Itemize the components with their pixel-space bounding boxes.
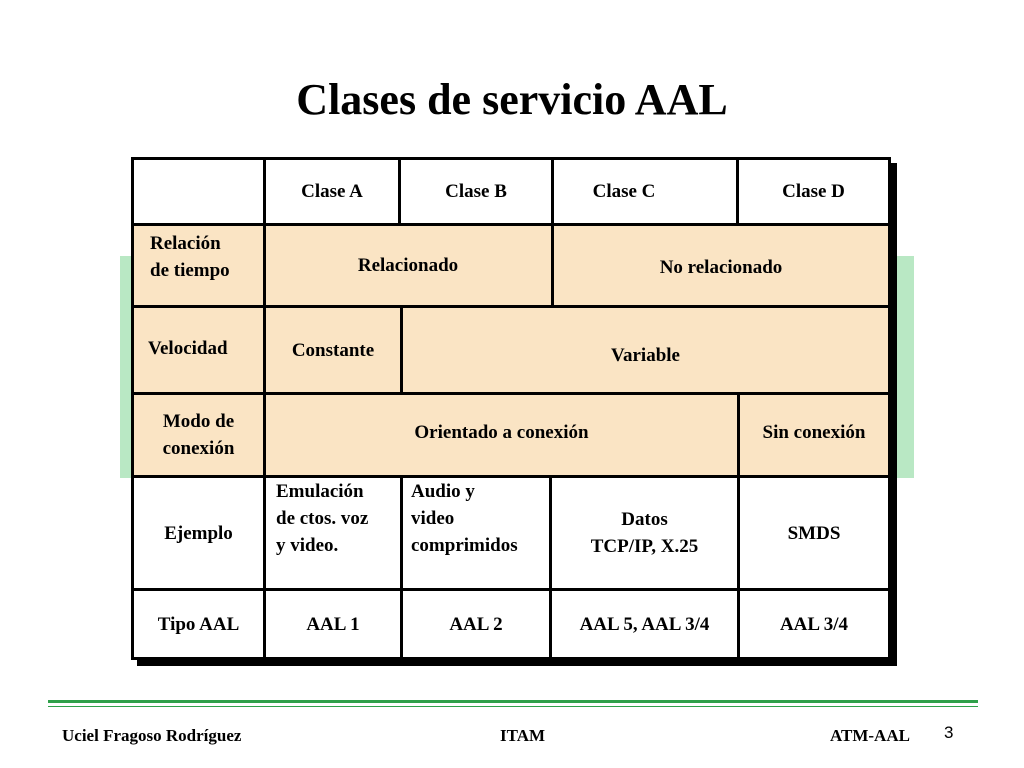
footer-topic: ATM-AAL <box>830 726 910 745</box>
timing-label-line1: Relación <box>150 233 221 254</box>
aal-type-b: AAL 2 <box>449 613 503 635</box>
connection-label-line1: Modo de <box>162 411 235 432</box>
example-class-d: SMDS <box>787 522 841 544</box>
aal-type-label: Tipo AAL <box>157 613 240 635</box>
example-a-line3: y video. <box>276 535 339 556</box>
bitrate-variable: Variable <box>611 344 680 366</box>
row-divider <box>134 223 888 226</box>
timing-not-related: No relacionado <box>659 256 783 278</box>
header-class-c: Clase C <box>592 181 656 202</box>
aal-type-a: AAL 1 <box>306 613 360 635</box>
slide-title: Clases de servicio AAL <box>296 75 728 124</box>
example-label: Ejemplo <box>164 522 233 544</box>
bitrate-constant: Constante <box>291 339 375 361</box>
footer-author: Uciel Fragoso Rodríguez <box>62 726 242 745</box>
example-a-line1: Emulación <box>276 481 364 502</box>
aal-type-c: AAL 5, AAL 3/4 <box>579 613 710 635</box>
service-class-table <box>131 157 891 660</box>
timing-label-line2: de tiempo <box>150 260 230 281</box>
bitrate-label: Velocidad <box>148 337 228 359</box>
connection-connectionless: Sin conexión <box>762 421 866 443</box>
header-class-a: Clase A <box>301 181 363 202</box>
connection-label <box>134 395 263 475</box>
example-c-line1: Datos <box>621 509 668 530</box>
example-class-a <box>276 478 400 588</box>
header-class-b: Clase B <box>445 181 507 202</box>
header-class-d: Clase D <box>782 181 845 202</box>
connection-oriented: Orientado a conexión <box>414 421 589 443</box>
example-c-line2: TCP/IP, X.25 <box>590 536 699 557</box>
footer-rule-thin <box>48 706 978 707</box>
example-class-b <box>411 478 549 588</box>
example-b-line2: video <box>411 508 455 529</box>
timing-related: Relacionado <box>357 254 459 276</box>
connection-label-line2: conexión <box>162 438 235 459</box>
footer-institution: ITAM <box>500 726 546 745</box>
timing-label <box>150 230 262 302</box>
example-b-line3: comprimidos <box>411 535 518 556</box>
example-b-line1: Audio y <box>411 481 475 502</box>
example-class-c <box>552 478 737 588</box>
aal-type-d: AAL 3/4 <box>779 613 849 635</box>
footer-rule <box>48 700 978 703</box>
page-number: 3 <box>944 723 954 742</box>
example-a-line2: de ctos. voz <box>276 508 369 529</box>
